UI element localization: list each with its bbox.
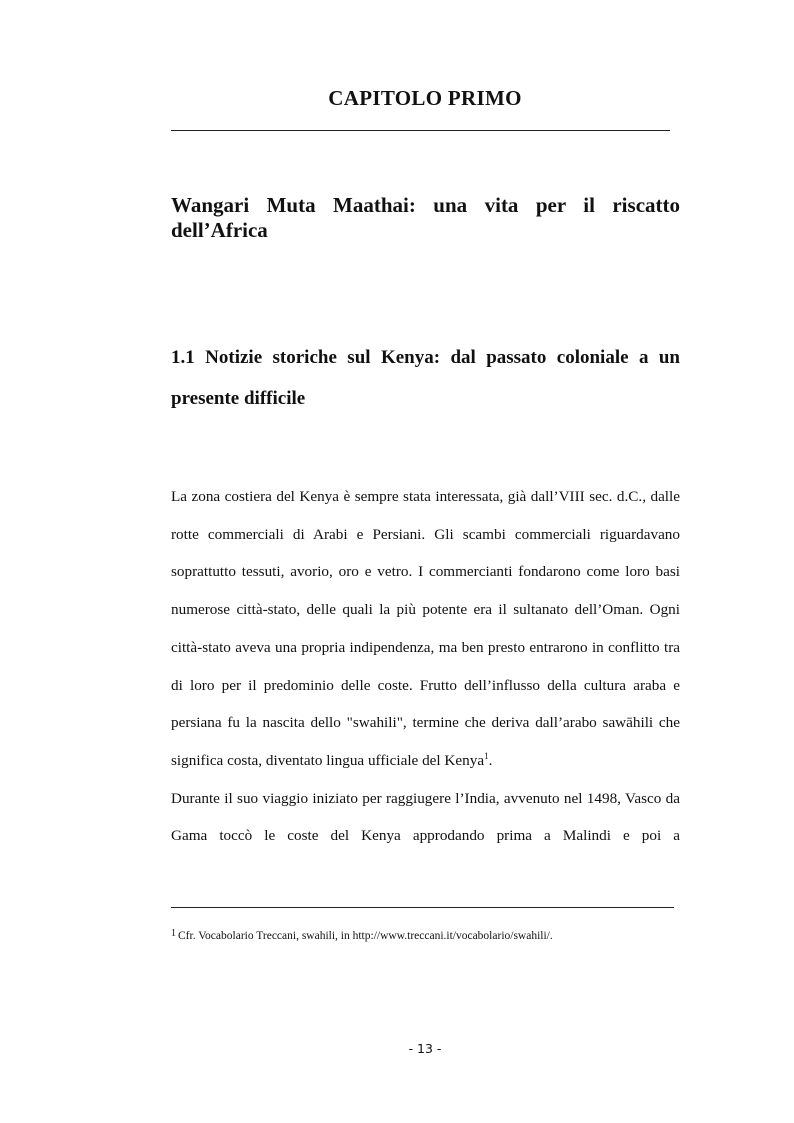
footnote: [171, 928, 731, 944]
section-heading: 1.1 Notizie storiche sul Kenya: dal passato coloniale a un presente difficile: [171, 347, 680, 409]
footnote-reference: 1: [484, 750, 489, 761]
chapter-title: CAPITOLO PRIMO: [328, 86, 522, 110]
main-heading: Wangari Muta Maathai: una vita per il riscatto dell’Africa: [171, 193, 680, 242]
body-paragraph-1-text: La zona costiera del Kenya è sempre stata interessata, già dall’VIII sec. d.C., dalle rotte commerciali di Arabi e Persiani. Gli scambi commerciali riguardavano soprattutto tessuti, avorio, oro e vetro. I commercianti fondarono come loro basi numerose città-stato, delle quali la più potente era il sultanato dell’Oman. Ogni città-stato aveva una propria indipendenza, ma ben presto entrarono in conflitto tra di loro per il predominio delle coste. Frutto dell’influsso della cultura araba e persiana fu la nascita dello "swahili", termine che deriva dall’arabo sawāhili che significa costa, diventato lingua ufficiale del Kenya: [171, 488, 680, 769]
body-paragraph-1-end: .: [488, 751, 493, 769]
footnote-marker: 1: [171, 928, 176, 939]
page-number: - 13 -: [408, 1041, 442, 1056]
chapter-title-underline: [171, 130, 670, 131]
body-text: [171, 478, 680, 855]
footnote-text: Cfr. Vocabolario Treccani, swahili, in http://www.treccani.it/vocabolario/swahili/.: [178, 930, 553, 942]
footnote-separator: [171, 907, 674, 908]
body-paragraph-1: [171, 478, 680, 780]
body-paragraph-2: Durante il suo viaggio iniziato per raggiugere l’India, avvenuto nel 1498, Vasco da Gama toccò le coste del Kenya approdando prima a Malindi e poi a: [171, 789, 680, 845]
